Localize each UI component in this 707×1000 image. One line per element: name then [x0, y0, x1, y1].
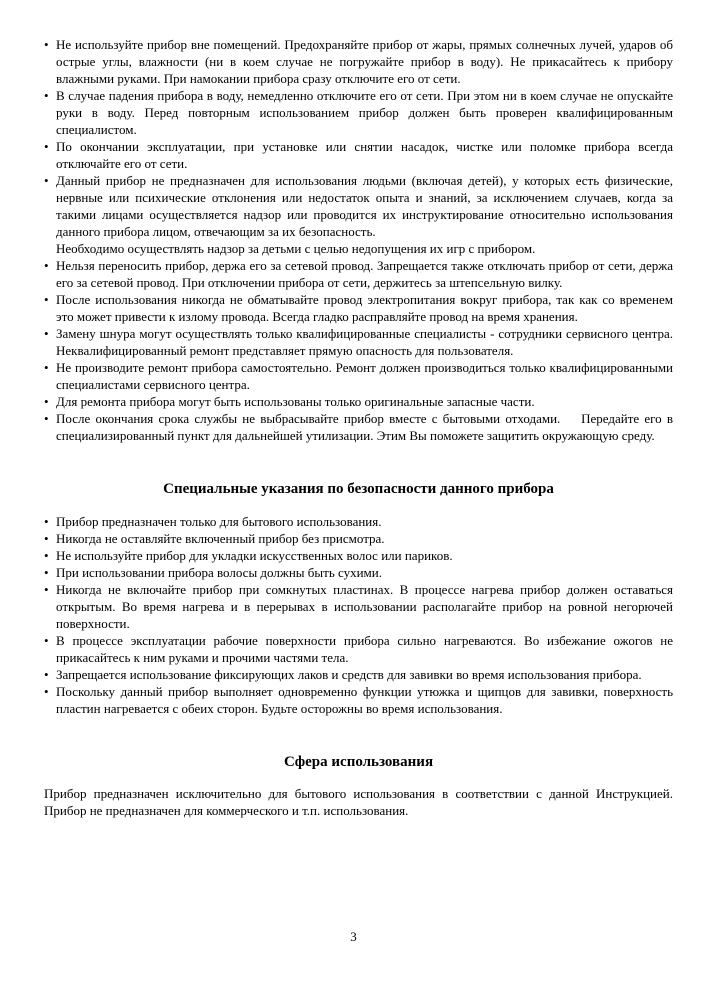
bullet-icon: • — [44, 173, 49, 188]
list-item-text: Никогда не оставляйте включенный прибор без присмотра. — [56, 531, 385, 546]
bullet-icon: • — [44, 633, 49, 648]
page-number: 3 — [350, 929, 357, 944]
list-item-text: Не производите ремонт прибора самостоятельно. Ремонт должен производиться только квалифицированными специалистами сервисного центра. — [56, 360, 673, 392]
list-item — [44, 683, 673, 717]
usage-paragraph: Прибор предназначен исключительно для бытового использования в соответствии с данной Инструкцией. Прибор не предназначен для коммерческого и т.п. использования. — [44, 786, 673, 818]
list-item — [44, 666, 673, 683]
list-item — [44, 513, 673, 530]
list-item-text: При использовании прибора волосы должны быть сухими. — [56, 565, 382, 580]
bullet-icon: • — [44, 139, 49, 154]
list-item-text: Прибор предназначен только для бытового использования. — [56, 514, 382, 529]
list-item-text: Не используйте прибор вне помещений. Предохраняйте прибор от жары, прямых солнечных лучей, ударов об острые углы, влажности (ни в коем случае не погружайте прибор в воду). Не прикасайтесь к прибору влажными руками. При намокании прибора сразу отключите его от сети. — [56, 37, 673, 86]
bullet-icon: • — [44, 667, 49, 682]
list-item — [44, 291, 673, 325]
bullet-icon: • — [44, 582, 49, 597]
special-safety-list — [44, 513, 673, 717]
list-item-text: Запрещается использование фиксирующих лаков и средств для завивки во время использования прибора. — [56, 667, 642, 682]
bullet-icon: • — [44, 394, 49, 409]
list-item — [44, 172, 673, 257]
bullet-icon: • — [44, 531, 49, 546]
list-item-text: Замену шнура могут осуществлять только квалифицированные специалисты - сотрудники сервисного центра. Неквалифицированный ремонт представляет прямую опасность для пользователя. — [56, 326, 673, 358]
list-item — [44, 36, 673, 87]
list-item-text: Для ремонта прибора могут быть использованы только оригинальные запасные части. — [56, 394, 535, 409]
bullet-icon: • — [44, 37, 49, 52]
list-item — [44, 632, 673, 666]
list-item-note: Необходимо осуществлять надзор за детьми с целью недопущения их игр с прибором. — [56, 241, 536, 256]
list-item-text: По окончании эксплуатации, при установке или снятии насадок, чистке или поломке прибора всегда отключайте его от сети. — [56, 139, 673, 171]
general-warnings-list — [44, 36, 677, 444]
list-item-text: Данный прибор не предназначен для использования людьми (включая детей), у которых есть физические, нервные или психические отклонения или недостаток опыта и знаний, за исключением случаев, когда за такими лицами осуществляется надзор или проводится их инструктирование относительно использования данного прибора лицом, отвечающим за их безопасность. — [56, 173, 673, 239]
bullet-icon: • — [44, 514, 49, 529]
list-item — [44, 359, 673, 393]
bullet-icon: • — [44, 565, 49, 580]
list-item — [44, 410, 677, 444]
list-item-text: Поскольку данный прибор выполняет одновременно функции утюжка и щипцов для завивки, поверхность пластин нагревается с обеих сторон. Будьте осторожны во время использования. — [56, 684, 673, 716]
list-item — [44, 530, 673, 547]
special-safety-heading: Специальные указания по безопасности данного прибора — [163, 481, 554, 497]
list-item — [44, 325, 673, 359]
bullet-icon: • — [44, 88, 49, 103]
list-item — [44, 564, 673, 581]
list-item-text: Нельзя переносить прибор, держа его за сетевой провод. Запрещается также отключать прибор от сети, держа его за сетевой провод. При отключении прибора от сети, держитесь за штепсельную вилку. — [56, 258, 673, 290]
bullet-icon: • — [44, 258, 49, 273]
list-item-text: В процессе эксплуатации рабочие поверхности прибора сильно нагреваются. Во избежание ожогов не прикасайтесь к ним руками и прочими частями тела. — [56, 633, 673, 665]
list-item-text: В случае падения прибора в воду, немедленно отключите его от сети. При этом ни в коем случае не опускайте руки в воду. Перед повторным использованием прибор должен быть проверен квалифицированным специалистом. — [56, 88, 673, 137]
list-item-text: После окончания срока службы не выбрасывайте прибор вместе с бытовыми отходами. Передайте его в специализированный пункт для дальнейшей утилизации. Этим Вы поможете защитить окружающую среду. — [56, 411, 677, 443]
bullet-icon: • — [44, 411, 49, 426]
page-content — [44, 36, 677, 819]
list-item-text: После использования никогда не обматывайте провод электропитания вокруг прибора, так как со временем это может привести к излому провода. Всегда гладко расправляйте провод на время хранения. — [56, 292, 673, 324]
list-item — [44, 87, 673, 138]
bullet-icon: • — [44, 548, 49, 563]
list-item — [44, 257, 673, 291]
list-item — [44, 547, 673, 564]
list-item — [44, 393, 673, 410]
list-item — [44, 138, 673, 172]
usage-heading: Сфера использования — [283, 754, 434, 770]
bullet-icon: • — [44, 360, 49, 375]
list-item — [44, 581, 673, 632]
bullet-icon: • — [44, 326, 49, 341]
bullet-icon: • — [44, 684, 49, 699]
list-item-text: Никогда не включайте прибор при сомкнутых пластинах. В процессе нагрева прибор должен оставаться открытым. Во время нагрева и в перерывах в использовании располагайте прибор на ровной негорючей поверхности. — [56, 582, 673, 631]
bullet-icon: • — [44, 292, 49, 307]
list-item-text: Не используйте прибор для укладки искусственных волос или париков. — [56, 548, 453, 563]
